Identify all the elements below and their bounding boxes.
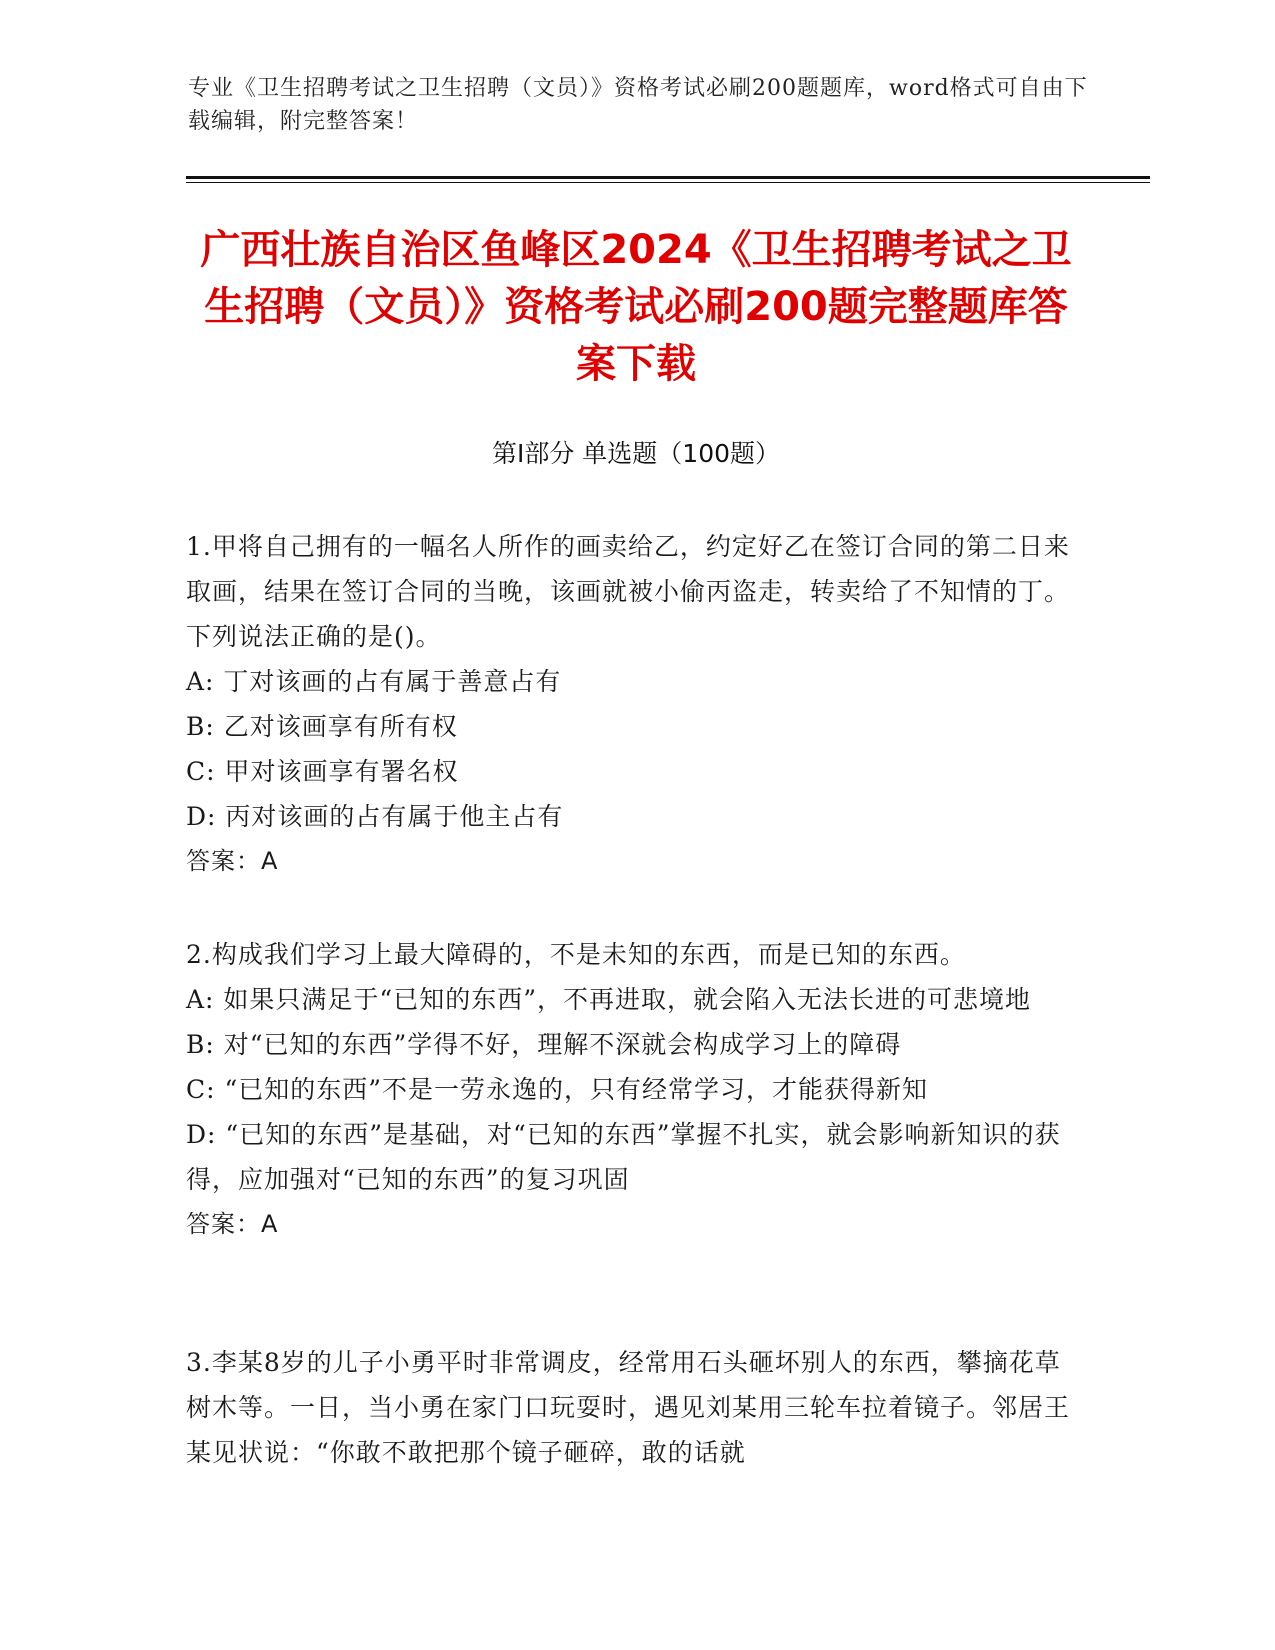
question-1-option-a: A: 丁对该画的占有属于善意占有: [186, 667, 562, 696]
question-2-option-b: B: 对“已知的东西”学得不好，理解不深就会构成学习上的障碍: [186, 1030, 902, 1059]
question-1-option-c: C: 甲对该画享有署名权: [186, 757, 459, 786]
question-2-answer: 答案：A: [186, 1210, 279, 1238]
question-1-stem: 1.甲将自己拥有的一幅名人所作的画卖给乙，约定好乙在签订合同的第二日来取画，结果在签订合同的当晚，该画就被小偷丙盗走，转卖给了不知情的丁。下列说法正确的是()。: [186, 532, 1071, 651]
question-2-stem: 2.构成我们学习上最大障碍的，不是未知的东西，而是已知的东西。: [186, 940, 966, 969]
header-note: 专业《卫生招聘考试之卫生招聘（文员）》资格考试必刷200题题库，word格式可自由下载编辑，附完整答案！: [188, 76, 1088, 134]
question-1-option-b: B: 乙对该画享有所有权: [186, 712, 458, 741]
question-2-option-a: A: 如果只满足于“已知的东西”，不再进取，就会陷入无法长进的可悲境地: [186, 985, 1031, 1014]
header-divider-thick: [186, 176, 1150, 179]
section-heading: 第Ⅰ部分 单选题（100题）: [491, 439, 781, 468]
question-2: [186, 932, 1086, 1247]
question-2-option-d: D: “已知的东西”是基础，对“已知的东西”掌握不扎实，就会影响新知识的获得，应加强对“已知的东西”的复习巩固: [186, 1120, 1061, 1194]
question-1-answer: 答案：A: [186, 847, 279, 875]
question-3-stem: 3.李某8岁的儿子小勇平时非常调皮，经常用石头砸坏别人的东西，攀摘花草树木等。一日，当小勇在家门口玩耍时，遇见刘某用三轮车拉着镜子。邻居王某见状说：“你敢不敢把那个镜子砸碎，敢的话就: [186, 1348, 1071, 1467]
document-title: 广西壮族自治区鱼峰区2024《卫生招聘考试之卫生招聘（文员）》资格考试必刷200题完整题库答案下载: [200, 227, 1072, 387]
question-1-option-d: D: 丙对该画的占有属于他主占有: [186, 802, 564, 831]
question-1: [186, 524, 1086, 884]
header-divider-thin: [186, 182, 1150, 183]
question-2-option-c: C: “已知的东西”不是一劳永逸的，只有经常学习，才能获得新知: [186, 1075, 929, 1104]
question-3: [186, 1340, 1086, 1475]
